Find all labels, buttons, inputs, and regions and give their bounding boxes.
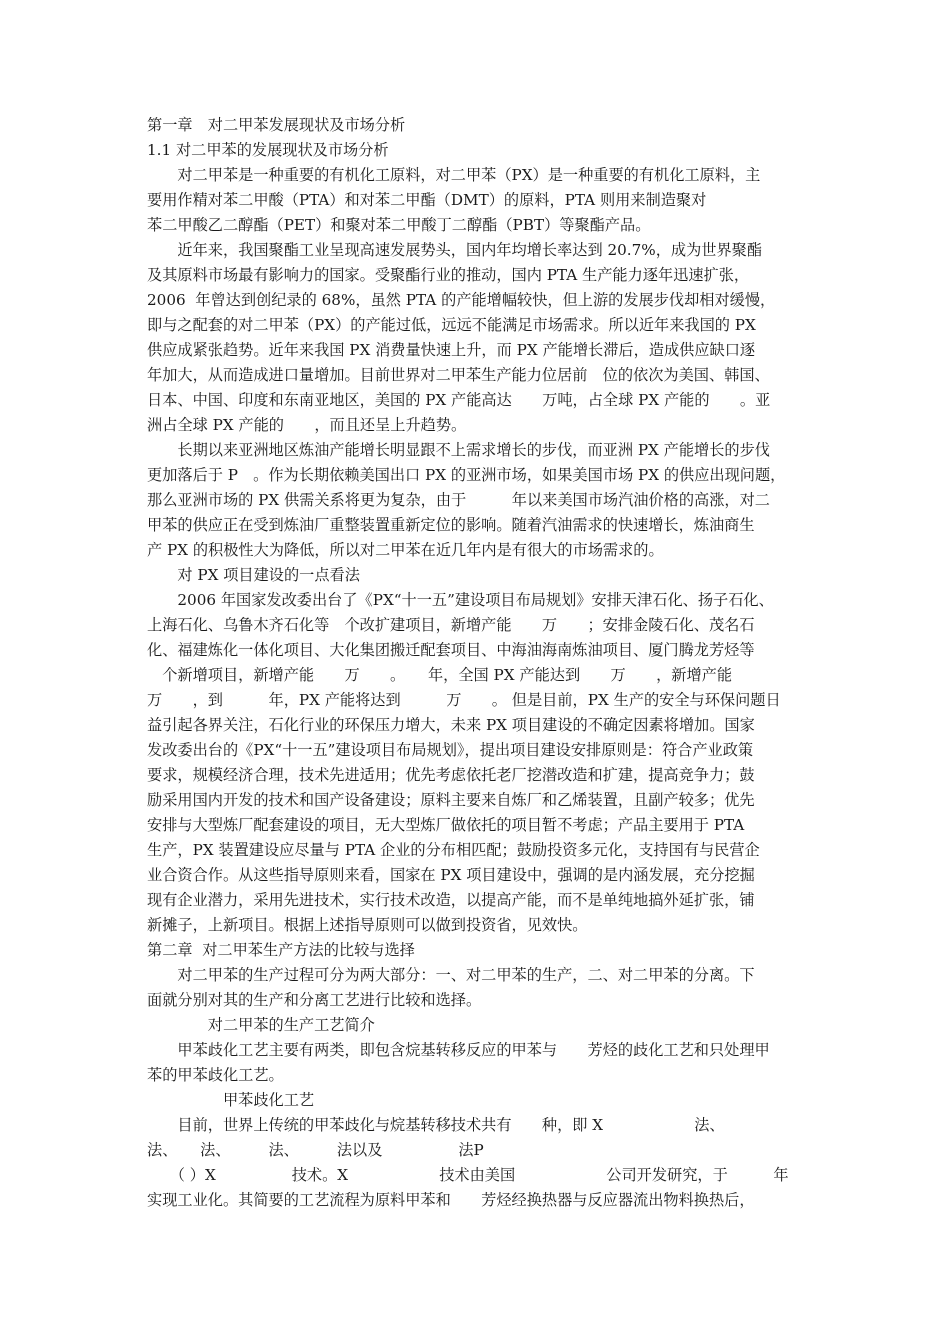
text-line: 生产，PX 装置建设应尽量与 PTA 企业的分布相匹配；鼓励投资多元化，支持国有与民营企 bbox=[147, 841, 760, 859]
text-line: 对二甲苯是一种重要的有机化工原料，对二甲苯（PX）是一种重要的有机化工原料，主 bbox=[147, 166, 761, 184]
text-line: 2006 年曾达到创纪录的 68%，虽然 PTA 的产能增幅较快，但上游的发展步伐却相对缓慢， bbox=[147, 291, 776, 309]
text-line: 对二甲苯的生产过程可分为两大部分：一、对二甲苯的生产，二、对二甲苯的分离。下 bbox=[147, 966, 755, 984]
text-line: 2006 年国家发改委出台了《PX“十一五”建设项目布局规划》安排天津石化、扬子石化、 bbox=[147, 591, 774, 609]
chapter-1-title: 第一章 对二甲苯发展现状及市场分析 bbox=[147, 116, 406, 134]
document-page bbox=[147, 113, 811, 1213]
text-line: 甲苯歧化工艺主要有两类，即包含烷基转移反应的甲苯与 芳烃的歧化工艺和只处理甲 bbox=[147, 1041, 770, 1059]
text-line: 产 PX 的积极性大为降低，所以对二甲苯在近几年内是有很大的市场需求的。 bbox=[147, 541, 664, 559]
text-line: 上海石化、乌鲁木齐石化等 个改扩建项目，新增产能 万 ；安排金陵石化、茂名石 bbox=[147, 616, 755, 634]
subheading: 甲苯歧化工艺 bbox=[147, 1091, 315, 1109]
text-line: （ ）X 技术。X 技术由美国 公司开发研究，于 年 bbox=[147, 1166, 789, 1184]
text-line: 发改委出台的《PX“十一五”建设项目布局规划》，提出项目建设安排原则是：符合产业政策 bbox=[147, 741, 754, 759]
chapter-2-title: 第二章 对二甲苯生产方法的比较与选择 bbox=[147, 941, 415, 959]
text-line: 万 ，到 年，PX 产能将达到 万 。 但是目前，PX 生产的安全与环保问题日 bbox=[147, 691, 781, 709]
text-line: 甲苯的供应正在受到炼油厂重整装置重新定位的影响。随着汽油需求的快速增长，炼油商生 bbox=[147, 516, 755, 534]
text-line: 洲占全球 PX 产能的 ，而且还呈上升趋势。 bbox=[147, 416, 467, 434]
text-line: 面就分别对其的生产和分离工艺进行比较和选择。 bbox=[147, 991, 482, 1009]
text-line: 苯二甲酸乙二醇酯（PET）和聚对苯二甲酸丁二醇酯（PBT）等聚酯产品。 bbox=[147, 216, 651, 234]
text-line: 更加落后于 P 。作为长期依赖美国出口 PX 的亚洲市场，如果美国市场 PX 的供应出现问题， bbox=[147, 466, 786, 484]
text-line: 业合资合作。从这些指导原则来看，国家在 PX 项目建设中，强调的是内涵发展，充分挖掘 bbox=[147, 866, 755, 884]
text-line: 化、福建炼化一体化项目、大化集团搬迁配套项目、中海油海南炼油项目、厦门腾龙芳烃等 bbox=[147, 641, 755, 659]
text-line: 苯的甲苯歧化工艺。 bbox=[147, 1066, 284, 1084]
section-1-1-title: 1.1 对二甲苯的发展现状及市场分析 bbox=[147, 141, 389, 159]
text-line: 新摊子，上新项目。根据上述指导原则可以做到投资省，见效快。 bbox=[147, 916, 588, 934]
text-line: 及其原料市场最有影响力的国家。受聚酯行业的推动，国内 PTA 生产能力逐年迅速扩张， bbox=[147, 266, 750, 284]
text-line: 年加大，从而造成进口量增加。目前世界对二甲苯生产能力位居前 位的依次为美国、韩国、 bbox=[147, 366, 770, 384]
text-line: 长期以来亚洲地区炼油产能增长明显跟不上需求增长的步伐，而亚洲 PX 产能增长的步伐 bbox=[147, 441, 770, 459]
text-line: 要用作精对苯二甲酸（PTA）和对苯二甲酯（DMT）的原料，PTA 则用来制造聚对 bbox=[147, 191, 707, 209]
text-line: 即与之配套的对二甲苯（PX）的产能过低，远远不能满足市场需求。所以近年来我国的 PX bbox=[147, 316, 756, 334]
text-line: 要求，规模经济合理，技术先进适用；优先考虑依托老厂挖潜改造和扩建，提高竞争力；鼓 bbox=[147, 766, 755, 784]
subheading: 对二甲苯的生产工艺简介 bbox=[147, 1016, 375, 1034]
text-line: 供应成紧张趋势。近年来我国 PX 消费量快速上升，而 PX 产能增长滞后，造成供应缺口逐 bbox=[147, 341, 756, 359]
text-line: 那么亚洲市场的 PX 供需关系将更为复杂，由于 年以来美国市场汽油价格的高涨，对二 bbox=[147, 491, 770, 509]
text-line: 近年来，我国聚酯工业呈现高速发展势头，国内年均增长率达到 20.7%，成为世界聚酯 bbox=[147, 241, 763, 259]
text-line: 励采用国内开发的技术和国产设备建设；原料主要来自炼厂和乙烯装置，且副产较多；优先 bbox=[147, 791, 755, 809]
text-line: 个新增项目，新增产能 万 。 年，全国 PX 产能达到 万 ，新增产能 bbox=[147, 666, 733, 684]
subheading: 对 PX 项目建设的一点看法 bbox=[147, 566, 360, 584]
text-line: 实现工业化。其简要的工艺流程为原料甲苯和 芳烃经换热器与反应器流出物料换热后， bbox=[147, 1191, 755, 1209]
text-line: 安排与大型炼厂配套建设的项目，无大型炼厂做依托的项目暂不考虑；产品主要用于 PTA bbox=[147, 816, 745, 834]
text-line: 益引起各界关注，石化行业的环保压力增大，未来 PX 项目建设的不确定因素将增加。国家 bbox=[147, 716, 755, 734]
text-line: 日本、中国、印度和东南亚地区，美国的 PX 产能高达 万吨，占全球 PX 产能的 。亚 bbox=[147, 391, 771, 409]
text-line: 法、 法、 法、 法以及 法P bbox=[147, 1141, 484, 1159]
text-line: 现有企业潜力，采用先进技术，实行技术改造，以提高产能，而不是单纯地搞外延扩张，铺 bbox=[147, 891, 755, 909]
text-line: 目前，世界上传统的甲苯歧化与烷基转移技术共有 种，即 X 法、 bbox=[147, 1116, 725, 1134]
